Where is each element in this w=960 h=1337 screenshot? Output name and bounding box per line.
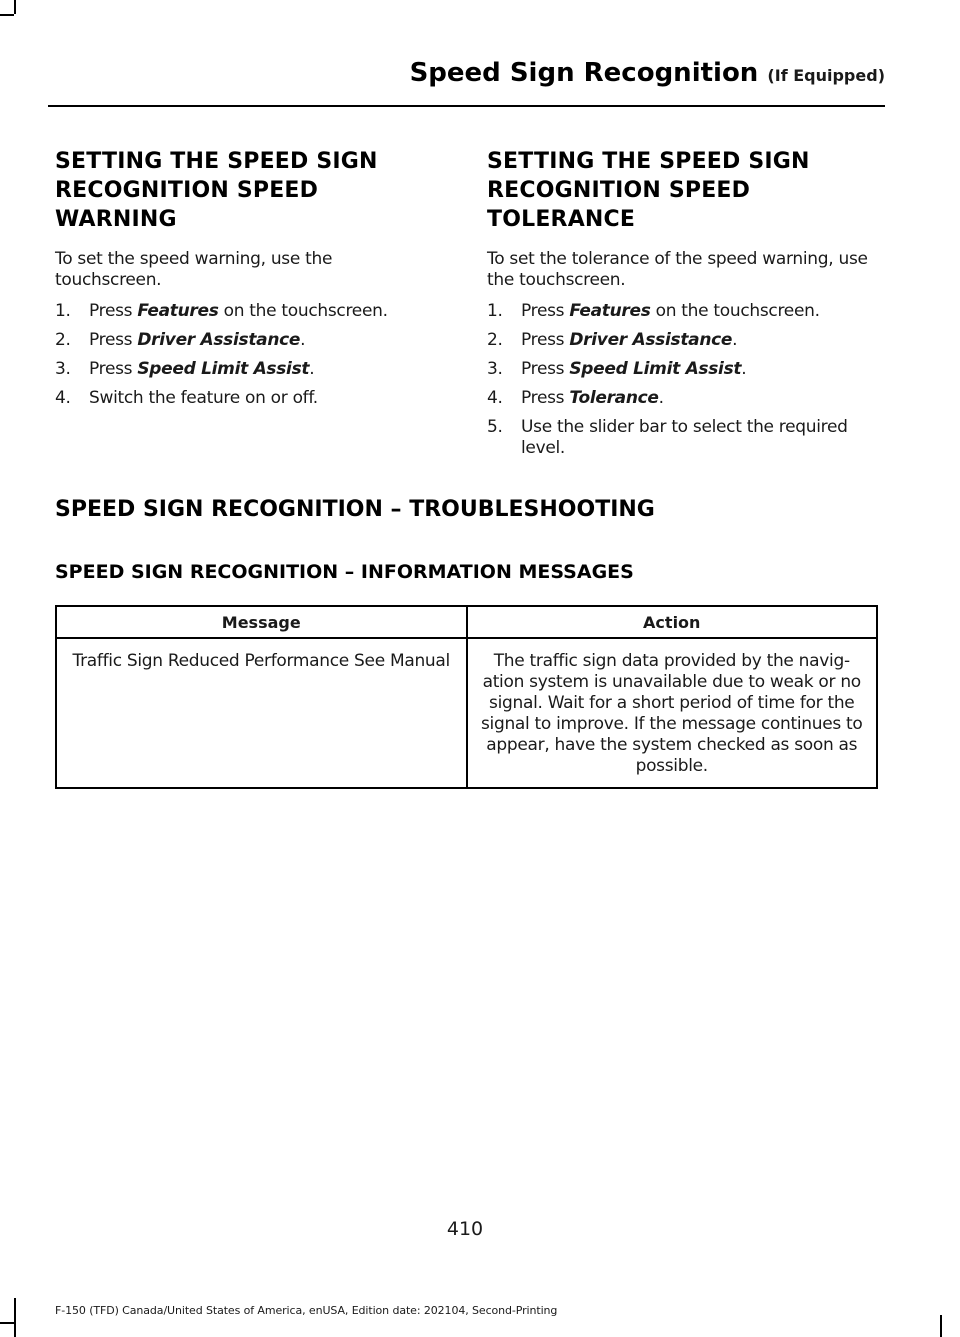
list-item: 1. Press Features on the touchscreen. bbox=[55, 301, 388, 321]
information-messages-heading: SPEED SIGN RECOGNITION – INFORMATION MESSAGES bbox=[55, 561, 634, 583]
list-item: 1. Press Features on the touchscreen. bbox=[487, 301, 820, 321]
page-number: 410 bbox=[446, 1218, 484, 1240]
speed-tolerance-section bbox=[487, 147, 879, 467]
speed-warning-intro: To set the speed warning, use the touchscreen. bbox=[55, 249, 333, 290]
crop-mark bbox=[14, 0, 16, 14]
speed-tolerance-steps bbox=[487, 301, 879, 459]
action-cell: The traffic sign data provided by the navig-ation system is unavailable due to weak or no signal. Wait for a short period of time for the signal to improve. If the message continues to appear, have the system checked as soon as possible. bbox=[467, 638, 878, 788]
table-header-row bbox=[56, 606, 877, 638]
footer-edition-info: F-150 (TFD) Canada/United States of America, enUSA, Edition date: 202104, Second-Printing bbox=[55, 1304, 558, 1317]
header-divider bbox=[48, 105, 885, 107]
list-item: 3. Press Speed Limit Assist. bbox=[55, 359, 315, 379]
column-header-message: Message bbox=[56, 606, 467, 638]
page-subtitle: (If Equipped) bbox=[767, 66, 885, 85]
troubleshooting-heading: SPEED SIGN RECOGNITION – TROUBLESHOOTING bbox=[55, 497, 655, 522]
speed-warning-section bbox=[55, 147, 435, 417]
speed-tolerance-intro: To set the tolerance of the speed warning, use the touchscreen. bbox=[487, 249, 868, 290]
list-item: 4. Switch the feature on or off. bbox=[55, 388, 318, 408]
table-row bbox=[56, 638, 877, 788]
speed-warning-heading: SETTING THE SPEED SIGN RECOGNITION SPEED WARNING bbox=[55, 149, 378, 232]
page-title: Speed Sign Recognition bbox=[409, 58, 759, 88]
information-messages-table bbox=[55, 605, 878, 789]
list-item: 3. Press Speed Limit Assist. bbox=[487, 359, 747, 379]
crop-mark bbox=[14, 1298, 16, 1337]
message-cell: Traffic Sign Reduced Performance See Manual bbox=[56, 638, 467, 788]
list-item: 5. Use the slider bar to select the required level. bbox=[487, 417, 848, 458]
crop-mark bbox=[940, 1315, 942, 1337]
speed-warning-steps bbox=[55, 301, 435, 409]
list-item: 2. Press Driver Assistance. bbox=[55, 330, 306, 350]
list-item: 2. Press Driver Assistance. bbox=[487, 330, 738, 350]
speed-tolerance-heading: SETTING THE SPEED SIGN RECOGNITION SPEED TOLERANCE bbox=[487, 149, 810, 232]
crop-mark bbox=[0, 14, 14, 16]
list-item: 4. Press Tolerance. bbox=[487, 388, 664, 408]
column-header-action: Action bbox=[467, 606, 878, 638]
crop-mark bbox=[0, 1322, 14, 1324]
page-header bbox=[48, 58, 885, 88]
